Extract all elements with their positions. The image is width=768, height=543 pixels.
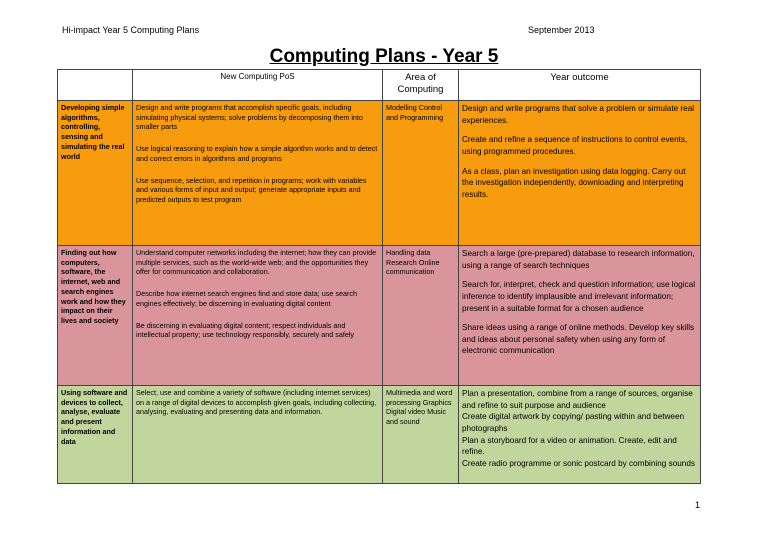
area-cell: Handling data Research Online communication [383,246,459,386]
computing-plan-table [57,69,701,484]
table-row [58,101,701,246]
header-pos-cell [133,70,383,101]
area-cell: Modelling Control and Programming [383,101,459,246]
header-pos: New Computing PoS [220,72,295,81]
header-outcome: Year outcome [550,72,609,83]
table-row [58,386,701,484]
outcome-item: Create digital artwork by copying/ pasting within and between photographs [462,412,685,433]
pos-cell [133,101,383,246]
pos-item: Use logical reasoning to explain how a simple algorithm works and to detect and correct errors in algorithms and programs [136,144,378,163]
outcome-item: Create radio programme or sonic postcard by combining sounds [462,458,696,468]
header-left: Hi-impact Year 5 Computing Plans [62,25,200,35]
page-number: 1 [695,500,701,510]
pos-item: Understand computer networks including the internet; how they can provide multiple services, such as the world-wide web; and the opportunities they offer for communication and collaboration. [136,248,377,277]
pos-cell [133,246,383,386]
outcome-cell [459,246,701,386]
header-strand-cell [58,70,133,101]
strand-cell: Finding out how computers, software, the internet, web and search engines work and how they impact on their lives and society [58,246,133,386]
outcome-item: Share ideas using a range of online methods. Develop key skills and ideas about personal safety when using any form of electronic communication [462,323,695,356]
pos-item: Be discerning in evaluating digital content; respect individuals and intellectual property; use technology responsibly, securely and safely [136,320,355,340]
header-area-cell [383,70,459,101]
pos-item: Describe how internet search engines find and store data; use search engines effectively; be discerning in evaluating digital content [136,289,357,308]
table-row [58,246,701,386]
area-cell: Multimedia and word processing Graphics Digital video Music and sound [383,386,459,484]
outcome-item: Search for, interpret, check and question information; use logical inference to identify implausible and irrelevant information; present in a suitable format for a chosen audience [462,280,696,313]
pos-item: Design and write programs that accomplish specific goals, including simulating physical systems; solve problems by decomposing them into smaller parts [136,103,363,132]
pos-cell [133,386,383,484]
outcome-item: Create and refine a sequence of instructions to control events, using programmed procedures. [462,135,688,156]
header-right: September 2013 [528,25,595,35]
outcome-cell [459,101,701,246]
table-header-row [58,70,701,101]
outcome-item: As a class, plan an investigation using data logging. Carry out the investigation independently, downloading and interpreting results. [462,166,686,199]
header-area: Area of Computing [397,72,444,95]
outcome-item: Plan a storyboard for a video or animation. Create, edit and refine. [462,435,677,457]
header-outcome-cell [459,70,701,101]
pos-item: Use sequence, selection, and repetition in programs; work with variables and various forms of input and output; generate appropriate inputs and predicted outputs to test program [136,175,367,205]
outcome-item: Search a large (pre-prepared) database to research information, using a range of search techniques [462,249,695,270]
pos-item: Select, use and combine a variety of software (including internet services) on a range of digital devices to accomplish given goals, including collecting, analysing, evaluating and presenting data and information. [136,388,377,417]
strand-cell: Developing simple algorithms, controlling, sensing and simulating the real world [58,101,133,246]
outcome-item: Design and write programs that solve a problem or simulate real experiences. [462,104,695,125]
page-title: Computing Plans - Year 5 [269,46,499,67]
strand-cell: Using software and devices to collect, analyse, evaluate and present information and data [58,386,133,484]
outcome-cell [459,386,701,484]
outcome-item: Plan a presentation, combine from a range of sources, organise and refine to suit purpose and audience [462,389,693,410]
